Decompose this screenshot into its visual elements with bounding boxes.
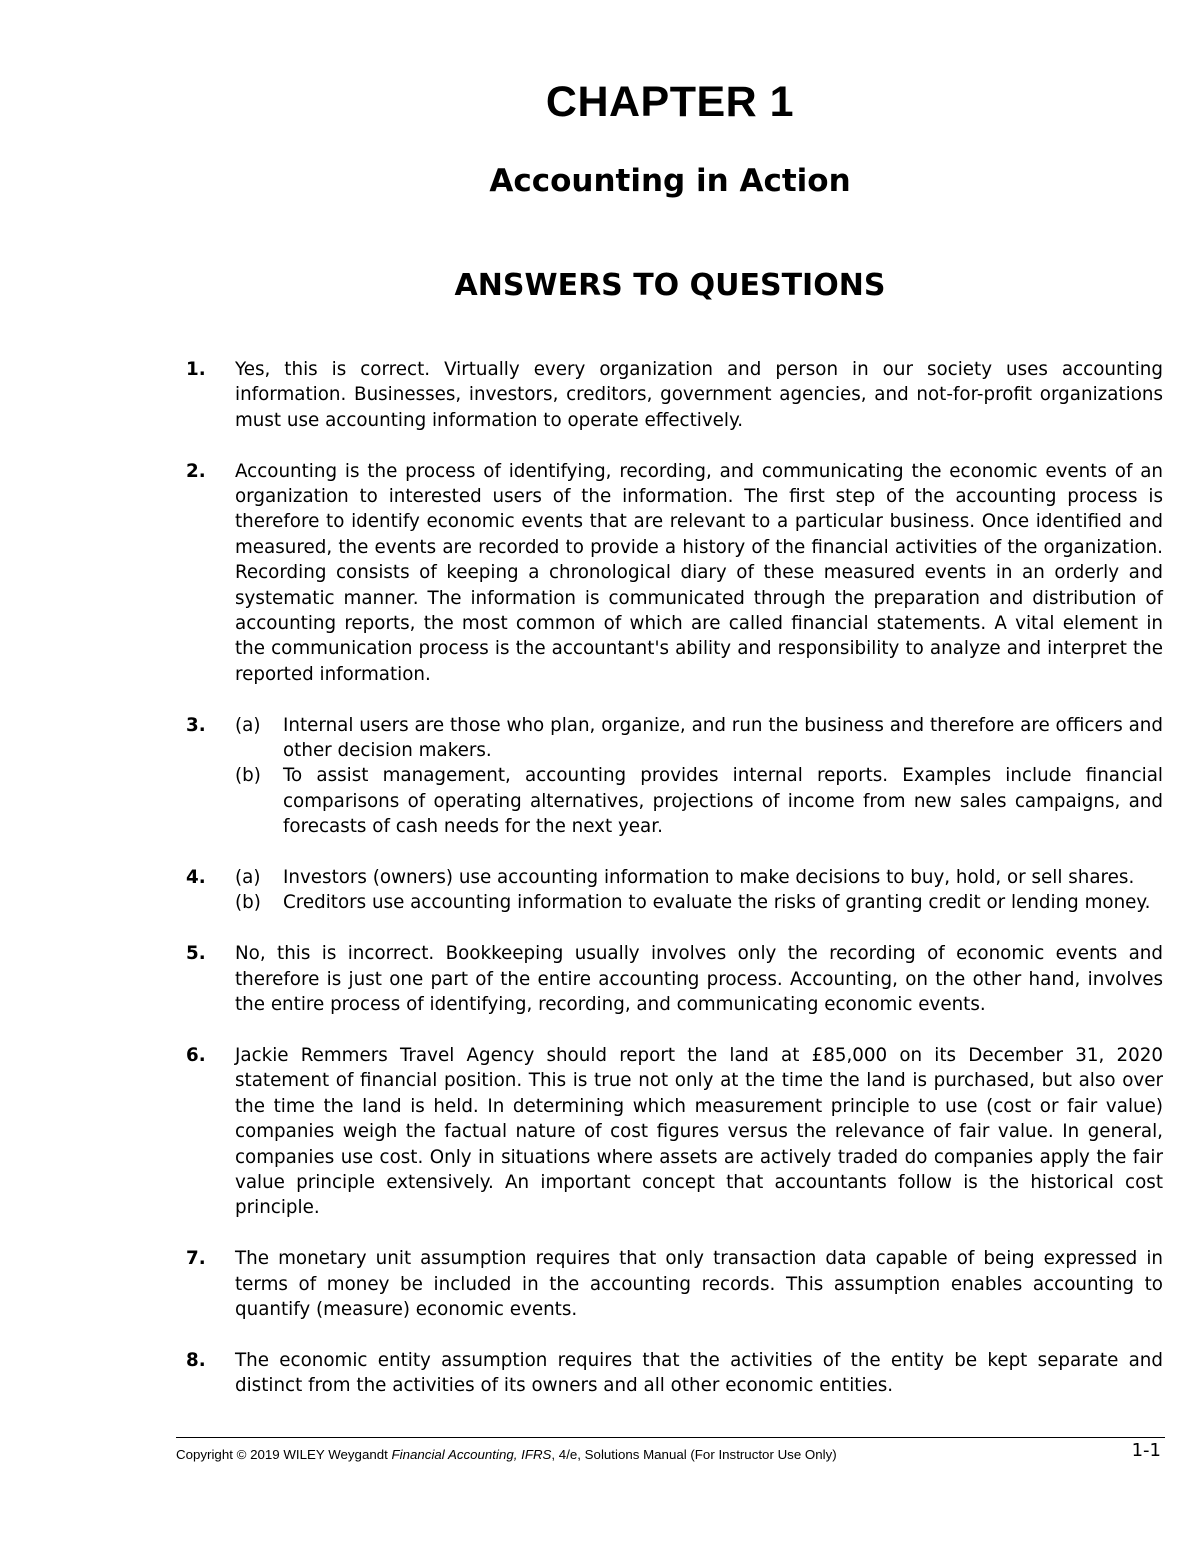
answer-item	[186, 865, 1163, 916]
answer-item	[186, 713, 1163, 840]
answer-item	[186, 459, 1163, 688]
subitem-text: Creditors use accounting information to evaluate the risks of granting credit or lending money.	[283, 892, 1151, 914]
subitem-text: Internal users are those who plan, organize, and run the business and therefore are officers and other decision makers.	[283, 714, 1163, 762]
subitem-label: (b)	[235, 892, 261, 914]
answer-item	[186, 1348, 1163, 1399]
answer-text: Accounting is the process of identifying, recording, and communicating the economic events of an organization to interested users of the information. The first step of the accounting process is therefore to identify economic events that are relevant to a particular business. Once identified and measured, the events are recorded to provide a history of the financial activities of the organization. Recording consists of keeping a chronological diary of these measured events in an orderly and systematic manner. The information is communicated through the preparation and distribution of accounting reports, the most common of which are called financial statements. A vital element in the communication process is the accountant's ability and responsibility to analyze and interpret the reported information.	[235, 460, 1163, 685]
copyright-text: Copyright © 2019 WILEY Weygandt	[176, 1447, 392, 1462]
answers-list	[186, 357, 1163, 1424]
answer-text: No, this is incorrect. Bookkeeping usually involves only the recording of economic events and therefore is just one part of the entire accounting process. Accounting, on the other hand, involves the entire process of identifying, recording, and communicating economic events.	[235, 943, 1163, 1016]
page-number: 1-1	[1131, 1440, 1161, 1461]
answer-subitem	[235, 763, 1163, 839]
chapter-number: CHAPTER 1	[545, 78, 795, 126]
edition-text: , 4/e, Solutions Manual (For Instructor Use Only)	[551, 1447, 837, 1462]
answer-subitem	[235, 890, 1163, 915]
subitem-label: (a)	[235, 714, 261, 736]
subitem-label: (a)	[235, 867, 261, 889]
book-title: Financial Accounting, IFRS	[391, 1447, 552, 1462]
answer-number: 1.	[186, 359, 206, 380]
subitem-label: (b)	[235, 765, 261, 787]
answer-number: 8.	[186, 1349, 206, 1371]
answer-text: The economic entity assumption requires that the activities of the entity be kept separate and distinct from the activities of its owners and all other economic entities.	[235, 1349, 1163, 1397]
answer-text: Jackie Remmers Travel Agency should report the land at £85,000 on its December 31, 2020 statement of financial position. This is true not only at the time the land is purchased, but also over the time the land is held. In determining which measurement principle to use (cost or fair value) companies weigh the factual nature of cost figures versus the relevance of fair value. In general, companies use cost. Only in situations where assets are actively traded do companies apply the fair value principle extensively. An important concept that accountants follow is the historical cost principle.	[235, 1044, 1163, 1219]
answer-text: The monetary unit assumption requires that only transaction data capable of being expressed in terms of money be included in the accounting records. This assumption enables accounting to quantify (measure) economic events.	[235, 1248, 1163, 1320]
footer-divider	[176, 1437, 1165, 1438]
answer-number: 7.	[186, 1248, 206, 1270]
section-heading: ANSWERS TO QUESTIONS	[454, 268, 886, 303]
answer-number: 4.	[186, 867, 206, 889]
answer-text: Yes, this is correct. Virtually every organization and person in our society uses accounting information. Businesses, investors, creditors, government agencies, and not-for-profit organizations must use accounting information to operate effectively.	[235, 359, 1163, 431]
answer-item	[186, 1246, 1163, 1322]
answer-number: 3.	[186, 714, 206, 736]
answer-item	[186, 1043, 1163, 1221]
subitem-text: Investors (owners) use accounting information to make decisions to buy, hold, or sell shares.	[283, 867, 1135, 889]
footer-copyright	[176, 1446, 837, 1464]
answer-subitem	[235, 713, 1163, 764]
answer-item	[186, 941, 1163, 1017]
answer-number: 6.	[186, 1044, 206, 1066]
chapter-title: Accounting in Action	[489, 163, 851, 199]
subitem-text: To assist management, accounting provides internal reports. Examples include financial comparisons of operating alternatives, projections of income from new sales campaigns, and forecasts of cash needs for the next year.	[283, 765, 1163, 838]
answer-item	[186, 357, 1163, 433]
answer-number: 5.	[186, 943, 206, 965]
answer-number: 2.	[186, 460, 206, 482]
answer-subitem	[235, 865, 1163, 890]
